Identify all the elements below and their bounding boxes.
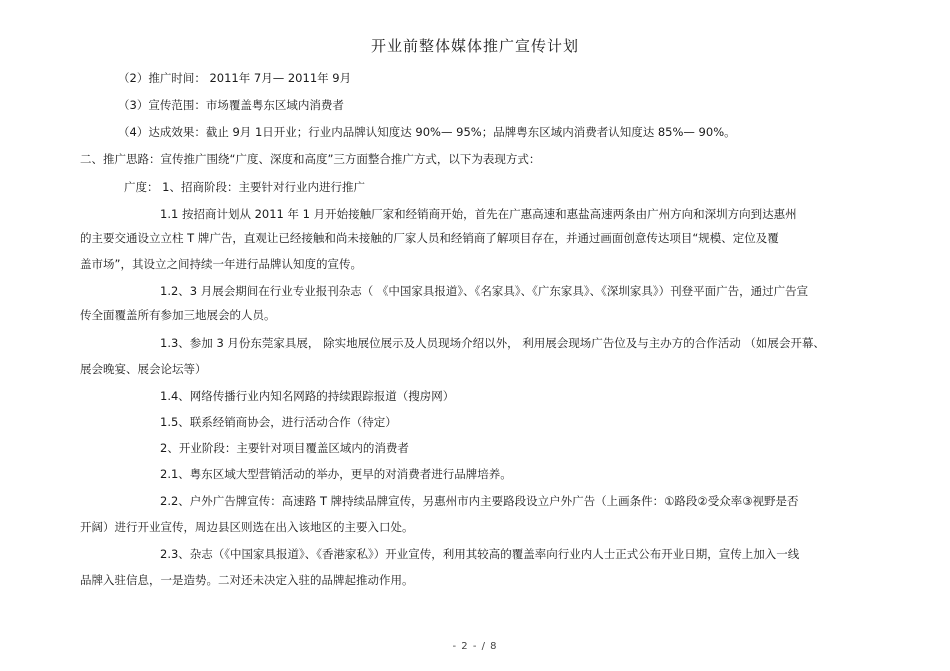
item-1-3-line-2: 展会晚宴、展会论坛等）	[80, 362, 207, 376]
page-number: - 2 - / 8	[452, 641, 498, 652]
item-2-3-line-1: 2.3、杂志（《中国家具报道》、《香港家私》）开业宣传，利用其较高的覆盖率向行业内人士正式公布开业日期，宣传上加入一线	[160, 547, 800, 561]
item-1-1-line-3: 盖市场”，其设立之间持续一年进行品牌认知度的宣传。	[80, 257, 362, 271]
item-2-2-line-2: 开阔）进行开业宣传，周边县区则选在出入该地区的主要入口处。	[80, 520, 414, 534]
item-2-3-line-2: 品牌入驻信息，一是造势。二对还未决定入驻的品牌起推动作用。	[80, 573, 414, 587]
promotion-scope-line: （3）宣传范围：市场覆盖粤东区域内消费者	[118, 98, 344, 112]
item-1-5-line: 1.5、联系经销商协会，进行活动合作（待定）	[160, 415, 397, 429]
item-1-2-line-2: 传全面覆盖所有参加三地展会的人员。	[80, 308, 276, 322]
item-1-1-line-1: 1.1 按招商计划从 2011 年 1 月开始接触厂家和经销商开始，首先在广惠高速和惠盐高速两条由广州方向和深圳方向到达惠州	[160, 207, 797, 221]
item-1-3-line-1: 1.3、参加 3 月份东莞家具展， 除实地展位展示及人员现场介绍以外， 利用展会现场广告位及与主办方的合作活动 （如展会开幕、	[160, 336, 825, 350]
opening-stage-heading: 2、开业阶段：主要针对项目覆盖区域内的消费者	[160, 441, 409, 455]
document-title: 开业前整体媒体推广宣传计划	[370, 37, 579, 55]
item-1-4-line: 1.4、网络传播行业内知名网路的持续跟踪报道（搜房网）	[160, 389, 455, 403]
item-1-2-line-1: 1.2、3 月展会期间在行业专业报刊杂志（ 《中国家具报道》、《名家具》、《广东家具》、《深圳家具》）刊登平面广告，通过广告宣	[160, 284, 809, 298]
expected-effect-line: （4）达成效果：截止 9月 1日开业；行业内品牌认知度达 90%— 95%；品牌粤东区域内消费者认知度达 85%— 90%。	[118, 125, 736, 139]
item-1-1-line-2: 的主要交通设立立柱 T 牌广告，直观让已经接触和尚未接触的厂家人员和经销商了解项目存在，并通过画面创意传达项目“规模、定位及覆	[80, 231, 779, 245]
breadth-recruitment-heading: 广度： 1、招商阶段：主要针对行业内进行推广	[124, 180, 365, 194]
promotion-time-line: （2）推广时间： 2011年 7月— 2011年 9月	[118, 71, 352, 85]
item-2-2-line-1: 2.2、户外广告牌宣传：高速路 T 牌持续品牌宣传，另惠州市内主要路段设立户外广告（上画条件：①路段②受众率③视野是否	[160, 494, 799, 508]
item-2-1-line: 2.1、粤东区域大型营销活动的举办，更早的对消费者进行品牌培养。	[160, 467, 512, 481]
promotion-idea-heading: 二、推广思路：宣传推广围绕“广度、深度和高度”三方面整合推广方式，以下为表现方式：	[80, 152, 541, 166]
